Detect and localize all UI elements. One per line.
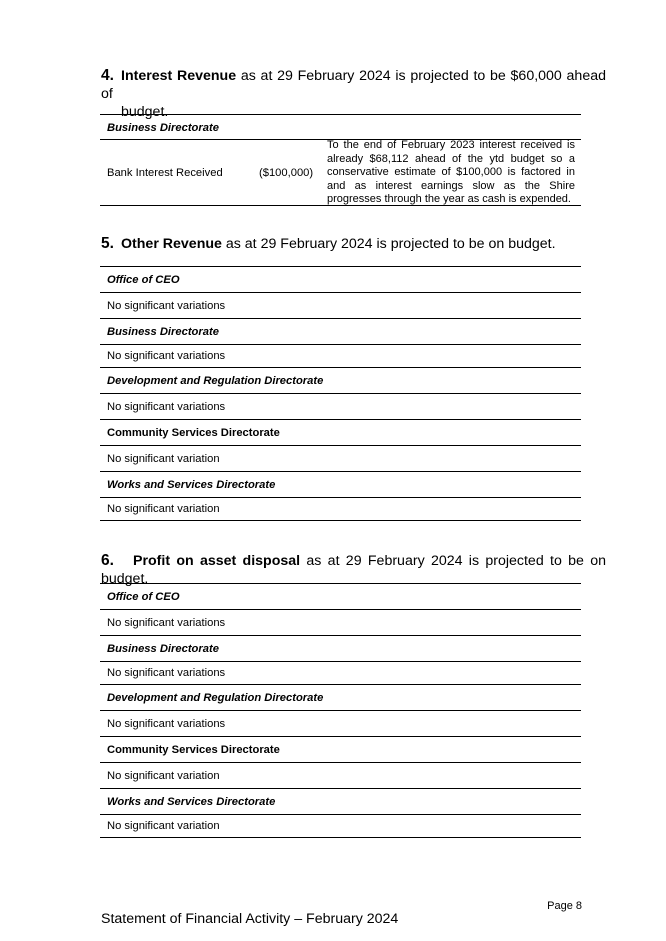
- s6-row-development: Development and Regulation Directorate: [107, 692, 324, 704]
- table-rule: [100, 710, 581, 711]
- table-rule: [100, 266, 581, 267]
- table-rule: [100, 318, 581, 319]
- note-line: progresses through the year as cash is expended.: [327, 193, 571, 206]
- table-rule: [100, 471, 581, 472]
- section-4-directorate: Business Directorate: [107, 122, 219, 134]
- note-line: and as interest earnings slow as the Shire: [327, 179, 575, 192]
- interest-row-amount: ($100,000): [259, 167, 314, 179]
- table-rule: [100, 520, 581, 521]
- section-4-text: as at 29 February 2024 is projected to be $60,000 ahead of: [101, 68, 606, 102]
- table-rule: [100, 367, 581, 368]
- s5-row-variation: No significant variations: [107, 350, 226, 362]
- s6-row-office-ceo: Office of CEO: [107, 591, 180, 603]
- table-rule: [100, 583, 581, 584]
- section-5-heading: [101, 235, 606, 253]
- s6-row-business: Business Directorate: [107, 643, 219, 655]
- table-rule: [100, 393, 581, 394]
- table-rule: [100, 344, 581, 345]
- s5-row-variation: No significant variations: [107, 401, 226, 413]
- s6-row-variation: No significant variation: [107, 770, 220, 782]
- note-line: already $68,112 ahead of the ytd budget so a: [327, 152, 575, 165]
- interest-row-label: Bank Interest Received: [107, 167, 223, 179]
- section-4-title: Interest Revenue: [121, 68, 237, 84]
- s5-row-variation: No significant variation: [107, 503, 220, 515]
- section-4-number: 4.: [101, 67, 114, 84]
- section-4-heading: [101, 67, 606, 121]
- section-6-number: 6.: [101, 552, 114, 569]
- section-4-text-cont: budget.: [121, 104, 169, 120]
- table-rule: [100, 445, 581, 446]
- s5-row-works: Works and Services Directorate: [107, 479, 276, 491]
- section-6-title: Profit on asset disposal: [133, 553, 301, 569]
- s6-row-variation: No significant variations: [107, 667, 226, 679]
- note-line: To the end of February 2023 interest received is: [327, 139, 575, 151]
- s6-row-variation: No significant variation: [107, 820, 220, 832]
- table-rule: [100, 635, 581, 636]
- s5-row-variation: No significant variations: [107, 300, 226, 312]
- table-rule: [100, 814, 581, 815]
- section-6-text: as at 29 February 2024 is projected to be on budget.: [101, 553, 606, 587]
- section-5-title: Other Revenue: [121, 236, 222, 252]
- page-number: Page 8: [547, 900, 582, 912]
- s5-row-development: Development and Regulation Directorate: [107, 375, 324, 387]
- s5-row-variation: No significant variation: [107, 453, 220, 465]
- table-rule: [100, 419, 581, 420]
- table-rule: [100, 114, 581, 115]
- table-rule: [100, 609, 581, 610]
- s6-row-works: Works and Services Directorate: [107, 796, 276, 808]
- section-5-text: as at 29 February 2024 is projected to be on budget.: [221, 236, 556, 252]
- footer-title: Statement of Financial Activity – February 2024: [101, 911, 399, 927]
- table-rule: [100, 292, 581, 293]
- table-rule: [100, 837, 581, 838]
- table-rule: [100, 788, 581, 789]
- table-rule: [100, 762, 581, 763]
- table-rule: [100, 736, 581, 737]
- table-rule: [100, 684, 581, 685]
- s5-row-office-ceo: Office of CEO: [107, 274, 180, 286]
- s6-row-variation: No significant variations: [107, 617, 226, 629]
- section-5-number: 5.: [101, 235, 114, 252]
- s5-row-business: Business Directorate: [107, 326, 219, 338]
- s6-row-community: Community Services Directorate: [107, 744, 280, 756]
- table-rule: [100, 661, 581, 662]
- interest-row-note: [327, 139, 575, 207]
- s5-row-community: Community Services Directorate: [107, 427, 280, 439]
- note-line: conservative estimate of $100,000 is factored in: [327, 166, 575, 179]
- s6-row-variation: No significant variations: [107, 718, 226, 730]
- table-rule: [100, 205, 581, 206]
- table-rule: [100, 497, 581, 498]
